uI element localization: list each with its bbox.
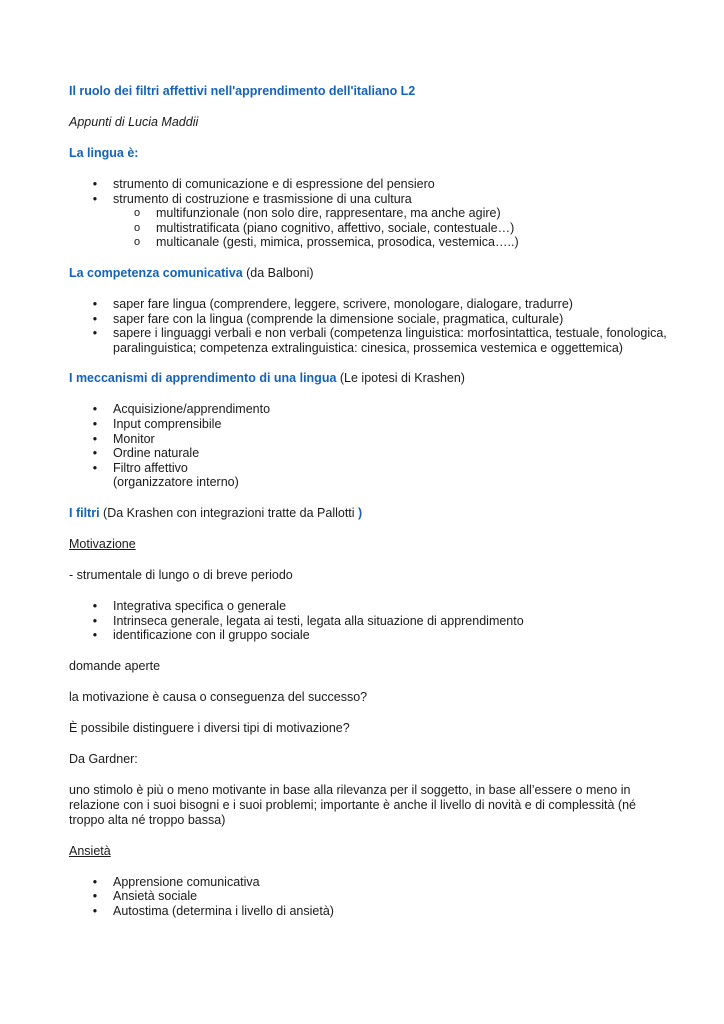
lingua-sublist bbox=[113, 206, 669, 250]
paragraph-distinguere: È possibile distinguere i diversi tipi di motivazione? bbox=[69, 720, 350, 735]
list-subitem: o multistratificata (piano cognitivo, affettivo, sociale, contestuale…) bbox=[133, 220, 515, 235]
paragraph-gardner: Da Gardner: bbox=[69, 751, 138, 766]
bullet-icon: • bbox=[92, 889, 98, 904]
list-item: • identificazione con il gruppo sociale bbox=[69, 628, 669, 643]
bullet-icon: • bbox=[92, 177, 98, 191]
lingua-list bbox=[69, 177, 669, 250]
competenza-list bbox=[69, 297, 669, 355]
list-item-continuation: (organizzatore interno) bbox=[113, 475, 239, 490]
section-heading-competenza: La competenza comunicativa (da Balboni) bbox=[69, 265, 314, 280]
bullet-icon: • bbox=[92, 402, 98, 417]
list-item: • sapere i linguaggi verbali e non verbali (competenza linguistica: morfosintattica, testuale, fonologica, paralinguistica; competenza extralinguistica: cinesica, prossemica vestemica e oggettemica) bbox=[69, 326, 669, 355]
section-heading-lingua: La lingua è: bbox=[69, 146, 139, 160]
bullet-icon: • bbox=[92, 311, 98, 326]
bullet-icon: • bbox=[92, 191, 98, 206]
list-item: • saper fare con la lingua (comprende la dimensione sociale, pragmatica, culturale) bbox=[69, 312, 669, 327]
section-heading-filtri: I filtri (Da Krashen con integrazioni tratte da Pallotti ) bbox=[69, 505, 363, 520]
document-page bbox=[69, 84, 669, 918]
bullet-icon: • bbox=[92, 460, 98, 475]
bullet-icon: • bbox=[92, 296, 98, 311]
list-item: • Integrativa specifica o generale bbox=[69, 599, 669, 614]
paragraph-stimolo: uno stimolo è più o meno motivante in base alla rilevanza per il soggetto, in base all’essere o meno in relazione con i suoi bisogni e i suoi problemi; importante è anche il livello di novità e di complessità (né troppo alta né troppo bassa) bbox=[69, 782, 636, 827]
circle-bullet-icon: o bbox=[133, 207, 141, 220]
circle-bullet-icon: o bbox=[133, 221, 141, 234]
list-subitem: o multicanale (gesti, mimica, prossemica, prosodica, vestemica…..) bbox=[133, 235, 519, 250]
list-item: • Input comprensibile bbox=[69, 417, 669, 432]
paragraph-causa: la motivazione è causa o conseguenza del successo? bbox=[69, 689, 368, 704]
bullet-icon: • bbox=[92, 628, 98, 643]
bullet-icon: • bbox=[92, 903, 98, 918]
list-item: • Acquisizione/apprendimento bbox=[69, 402, 669, 417]
list-item: • Ansietà sociale bbox=[69, 889, 669, 904]
meccanismi-list bbox=[69, 402, 669, 490]
list-item: • Intrinseca generale, legata ai testi, legata alla situazione di apprendimento bbox=[69, 614, 669, 629]
document-author: Appunti di Lucia Maddii bbox=[69, 115, 199, 129]
paragraph-domande: domande aperte bbox=[69, 658, 161, 673]
list-item: • Filtro affettivo (organizzatore interno) bbox=[69, 461, 669, 490]
bullet-icon: • bbox=[92, 326, 98, 341]
subheading-ansieta: Ansietà bbox=[69, 843, 111, 858]
list-item: • Monitor bbox=[69, 432, 669, 447]
list-item: • strumento di costruzione e trasmissione di una cultura o multifunzionale (non solo dire, rappresentare, ma anche agire) o multistratificata (piano cognitivo, affettivo, sociale, contestuale…) o multicanale (gesti, mimica, prossemica, prosodica, vestemica…..) bbox=[69, 192, 669, 250]
bullet-icon: • bbox=[92, 874, 98, 889]
list-item: • saper fare lingua (comprendere, leggere, scrivere, monologare, dialogare, tradurre) bbox=[69, 297, 669, 312]
circle-bullet-icon: o bbox=[133, 236, 141, 249]
motivation-line: - strumentale di lungo o di breve periodo bbox=[69, 567, 293, 582]
list-item: • Ordine naturale bbox=[69, 446, 669, 461]
document-title: Il ruolo dei filtri affettivi nell'apprendimento dell'italiano L2 bbox=[69, 84, 416, 98]
section-heading-meccanismi: I meccanismi di apprendimento di una lingua (Le ipotesi di Krashen) bbox=[69, 371, 465, 386]
list-item: • Autostima (determina i livello di ansietà) bbox=[69, 904, 669, 919]
bullet-icon: • bbox=[92, 598, 98, 613]
subheading-motivazione: Motivazione bbox=[69, 536, 136, 551]
ansieta-list bbox=[69, 875, 669, 919]
bullet-icon: • bbox=[92, 431, 98, 446]
list-subitem: o multifunzionale (non solo dire, rappresentare, ma anche agire) bbox=[133, 206, 501, 221]
bullet-icon: • bbox=[92, 613, 98, 628]
bullet-icon: • bbox=[92, 446, 98, 461]
bullet-icon: • bbox=[92, 416, 98, 431]
motivazione-list bbox=[69, 599, 669, 643]
list-item: • Apprensione comunicativa bbox=[69, 875, 669, 890]
list-item: • strumento di comunicazione e di espressione del pensiero bbox=[69, 177, 669, 192]
